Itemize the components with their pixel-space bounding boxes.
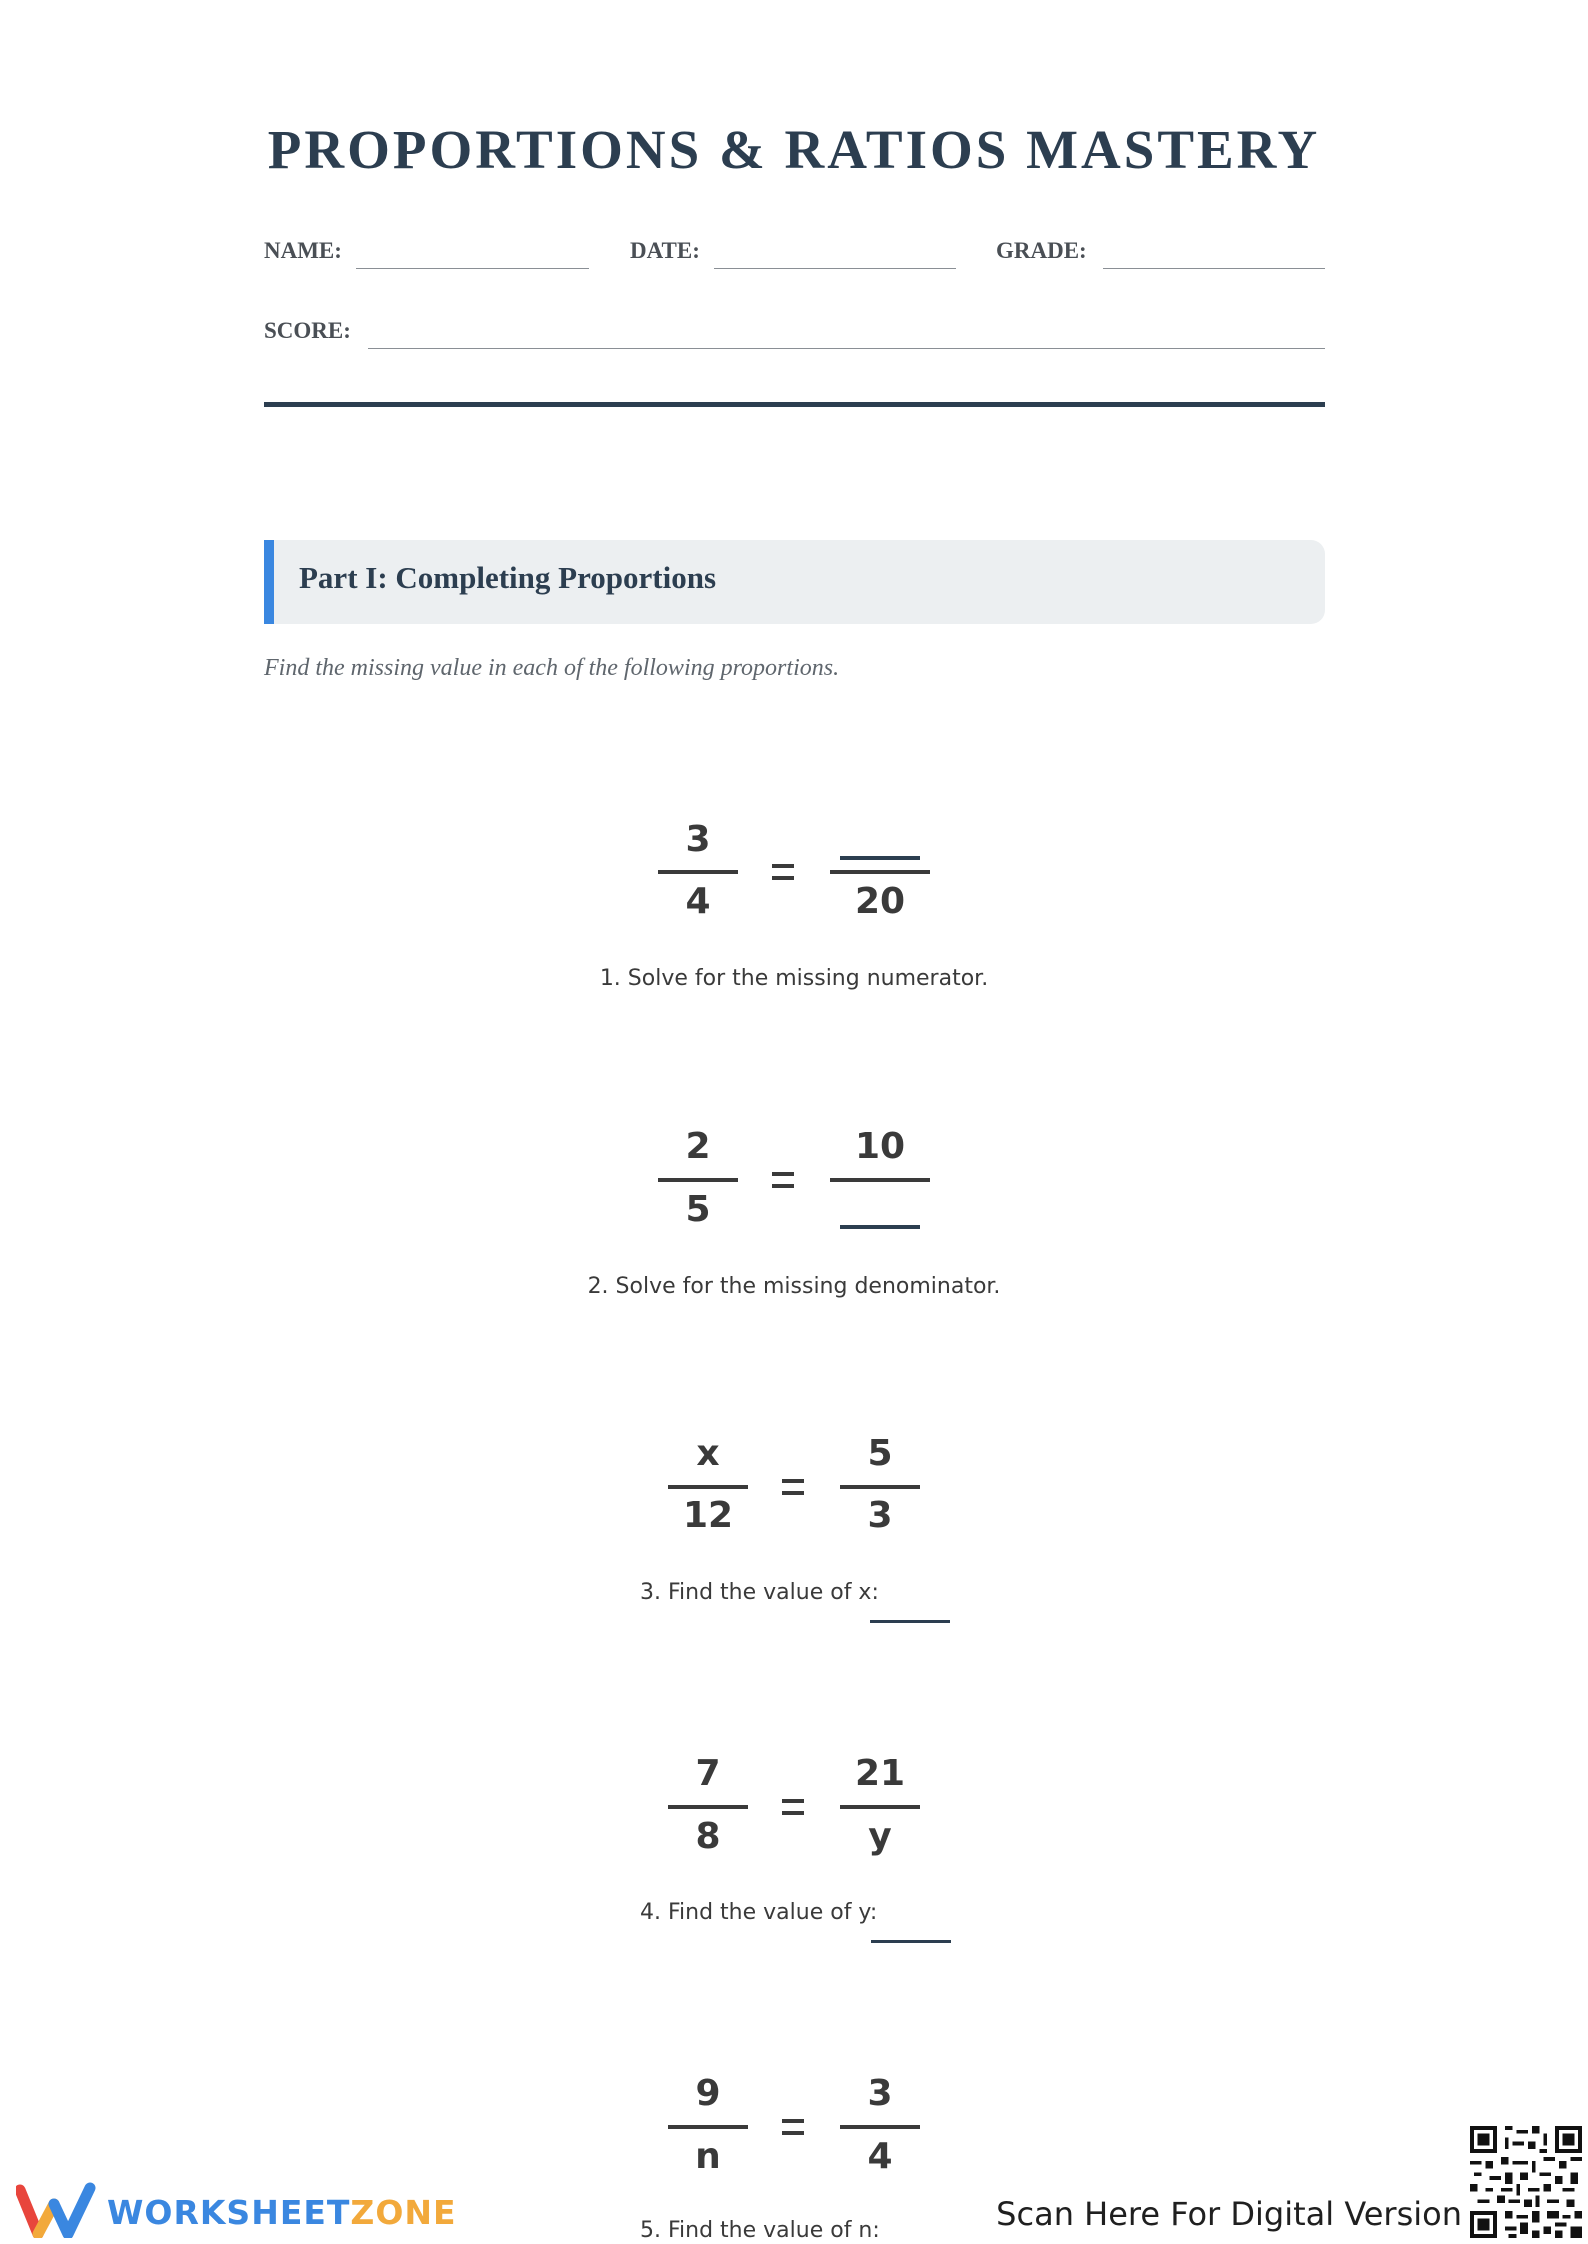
date-label: DATE: — [630, 238, 700, 263]
worksheetzone-logo-icon — [16, 2182, 96, 2238]
right-numerator: 10 — [854, 1126, 906, 1167]
scan-text: Scan Here For Digital Version — [996, 2195, 1462, 2233]
left-denominator: 8 — [695, 1816, 721, 1857]
brand-part-2: ZONE — [350, 2193, 457, 2232]
brand-name — [107, 2193, 457, 2232]
brand-part-1: WORKSHEET — [107, 2193, 351, 2232]
left-denominator: n — [695, 2136, 721, 2177]
problem-caption: 2. Solve for the missing denominator. — [587, 1274, 1001, 1299]
answer-blank[interactable] — [871, 1940, 951, 1943]
fraction-bar — [668, 1805, 748, 1809]
date-field[interactable] — [714, 268, 956, 269]
fraction-bar — [668, 2125, 748, 2129]
right-denominator: 4 — [867, 2136, 893, 2177]
header-divider — [264, 402, 1325, 407]
right-denominator: y — [868, 1816, 892, 1857]
problem-caption: 3. Find the value of x: — [640, 1580, 879, 1605]
section-title: Part I: Completing Proportions — [299, 560, 717, 595]
fraction-bar — [830, 870, 930, 874]
qr-code-icon[interactable] — [1470, 2126, 1582, 2238]
section-header — [264, 540, 1325, 624]
fraction-bar — [840, 1485, 920, 1489]
equals-sign — [782, 1799, 804, 1815]
right-denominator: 20 — [854, 881, 906, 922]
left-denominator: 12 — [682, 1495, 734, 1536]
equals-sign — [772, 864, 794, 880]
instructions: Find the missing value in each of the following proportions. — [264, 655, 840, 681]
numerator-blank[interactable] — [840, 856, 920, 860]
equals-sign — [782, 2119, 804, 2135]
left-numerator: 9 — [695, 2073, 721, 2114]
equals-sign — [782, 1479, 804, 1495]
right-denominator: 3 — [867, 1495, 893, 1536]
page-title: PROPORTIONS & RATIOS MASTERY — [267, 119, 1321, 180]
left-numerator: 7 — [695, 1753, 721, 1794]
left-numerator: x — [696, 1433, 720, 1474]
answer-blank[interactable] — [870, 1620, 950, 1623]
right-numerator: 5 — [867, 1433, 893, 1474]
left-numerator: 2 — [685, 1126, 711, 1167]
right-numerator: 3 — [867, 2073, 893, 2114]
left-denominator: 5 — [685, 1189, 711, 1230]
score-field[interactable] — [368, 348, 1325, 349]
problem-caption: 1. Solve for the missing numerator. — [599, 966, 989, 991]
fraction-bar — [658, 870, 738, 874]
name-field[interactable] — [356, 268, 589, 269]
fraction-bar — [668, 1485, 748, 1489]
fraction-bar — [840, 1805, 920, 1809]
fraction-bar — [658, 1178, 738, 1182]
name-label: NAME: — [264, 238, 342, 263]
equals-sign — [772, 1172, 794, 1188]
grade-field[interactable] — [1103, 268, 1325, 269]
right-numerator: 21 — [854, 1753, 906, 1794]
left-denominator: 4 — [685, 881, 711, 922]
grade-label: GRADE: — [996, 238, 1087, 263]
problem-caption: 5. Find the value of n: — [640, 2218, 880, 2243]
problem-caption: 4. Find the value of y: — [640, 1900, 878, 1925]
denominator-blank[interactable] — [840, 1225, 920, 1229]
fraction-bar — [840, 2125, 920, 2129]
left-numerator: 3 — [685, 819, 711, 860]
score-label: SCORE: — [264, 318, 351, 343]
fraction-bar — [830, 1178, 930, 1182]
